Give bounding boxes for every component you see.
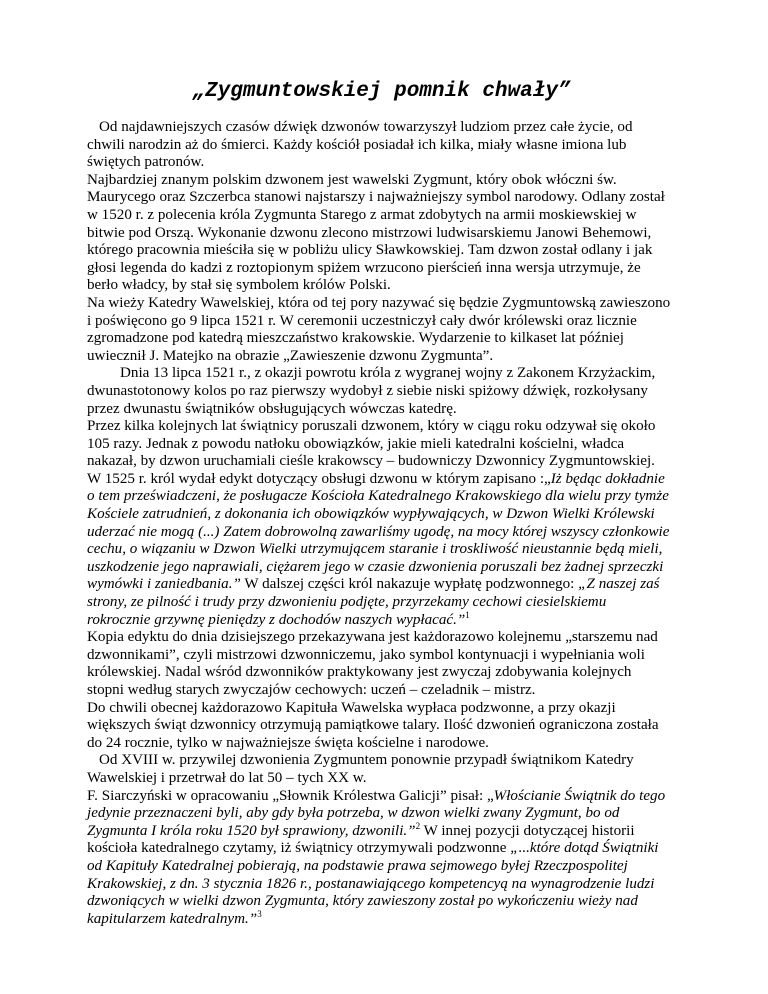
siarczynski-intro: F. Siarczyński w opracowaniu „Słownik Królestwa Galicji” pisał: „ [87,787,494,804]
paragraph-intro: Od najdawniejszych czasów dźwięk dzwonów towarzyszył ludziom przez całe życie, od chwili narodzin aż do śmierci. Każdy kościół posiadał ich kilka, miały własne imiona lub świętych patronów. [87,119,633,171]
paragraph-first-ringing: Dnia 13 lipca 1521 r., z okazji powrotu króla z wygranej wojny z Zakonem Krzyżackim, dwunastotonowy kolos po raz pierwszy wydobył z siebie niski spiżowy dźwięk, rozkołysany przez dwunastu świątników obsługujących wówczas katedrę. [87,365,656,417]
siarczynski-quote: Włościanie Świątnik do tego jedynie przeznaczeni byli, aby gdy była potrzeba, w dzwon wielki zwany Zygmunt, bo od Zygmunta I króla roku 1520 był sprawiony, dzwonili.” [87,787,666,839]
history-quote: „...które dotąd Świątniki od Kapituły Katedralnej pobierają, na podstawie prawa sejmowego byłej Rzeczpospolitej Krakowskiej, z dn. 3 stycznia 1826 r., postanawiającego kompetencyą na wynagrodzenie ludzi dzwoniących w wielki dzwon Zygmunta, który zawieszony został po wykończeniu wieży nad kapitularzem katedralnym.” [87,840,659,927]
footnote-ref-3[interactable]: 3 [257,908,262,919]
footnote-ref-2[interactable]: 2 [415,820,421,831]
edict-payment-quote: „Z naszej zaś strony, ze pilność i trudy przy dzwonieniu podjęte, przyrzekamy cechowi ciesielskiemu rokrocznie grzywnę pieniędzy z dochodów naszych wypłacać.” [87,576,660,628]
edict-continuation: W dalszej części król nakazuje wypłatę podzwonnego: [240,576,579,593]
footnote-ref-1[interactable]: 1 [465,609,470,620]
document-body [87,119,672,928]
paragraph-edict [87,471,672,629]
paragraph-zygmunt-bell: Najbardziej znanym polskim dzwonem jest wawelski Zygmunt, który obok włóczni św. Maurycego oraz Szczerbca stanowi najstarszy i najważniejszy symbol narodowy. Odlany został w 1520 r. z polecenia króla Zygmunta Starego z armat zdobytych na armii moskiewskiej w bitwie pod Orszą. Wykonanie dzwonu zlecono mistrzowi ludwisarskiemu Janowi Behemowi, którego pracownia mieściła się w pobliżu ulicy Sławkowskiej. Tam dzwon został odlany i jak głosi legenda do kadzi z roztopionym spiżem wrzucono pierścień inna wersja utrzymuje, że berło władcy, by stał się symbolem królów Polski. [87,171,665,294]
paragraph-privilege: Od XVIII w. przywilej dzwonienia Zygmuntem ponownie przypadł świątnikom Katedry Wawelskiej i przetrwał do lat 50 – tych XX w. [87,752,634,786]
paragraph-bell-ringers: Przez kilka kolejnych lat świątnicy poruszali dzwonem, który w ciągu roku odzywał się około 105 razy. Jednak z powodu natłoku obowiązków, jakie mieli katedralni kościelni, władca nakazał, by dzwon uruchamiali cieśle krakowscy – budowniczy Dzwonnicy Zygmuntowskiej. [87,418,656,470]
paragraph-siarczynski [87,788,672,929]
edict-intro: W 1525 r. król wydał edykt dotyczący obsługi dzwonu w którym zapisano :„ [87,470,551,487]
paragraph-edict-copy: Kopia edyktu do dnia dzisiejszego przekazywana jest każdorazowo kolejnemu „starszemu nad dzwonnikami”, czyli mistrzowi dzwonniczemu, jako symbol kontynuacji i wypełniania woli królewskiej. Nadal wśród dzwonników praktykowany jest zwyczaj zdobywania kolejnych stopni według starych zwyczajów cechowych: uczeń – czeladnik – mistrz. [87,629,658,698]
paragraph-tower: Na wieży Katedry Wawelskiej, która od tej pory nazywać się będzie Zygmuntowską zawieszono i poświęcono go 9 lipca 1521 r. W ceremonii uczestniczył cały dwór królewski oraz licznie zgromadzone pod katedrą mieszczaństwo krakowskie. Wydarzenie to kilkaset lat później uwiecznił J. Matejko na obrazie „Zawieszenie dzwonu Zygmunta”. [87,294,671,364]
paragraph-chapter-payment: Do chwili obecnej każdorazowo Kapituła Wawelska wypłaca podzwonne, a przy okazji większych świąt dzwonnicy otrzymują pamiątkowe talary. Ilość dzwonień ograniczona została do 24 rocznie, tylko w najważniejsze święta kościelne i narodowe. [87,699,659,751]
document-title: „Zygmuntowskiej pomnik chwały” [192,80,571,103]
edict-quote: Iż będąc dokładnie o tem przeświadczeni, że posługacze Kościoła Katedralnego Krakowskiego dla wielu przy tymże Kościele zatrudnień, z dokonania ich obowiązków wypływających, w Dzwon Wielki Królewski uderzać nie mogą (...) Zatem dobrowolną zawarliśmy ugodę, na mocy której wszyscy członkowie cechu, o wiązaniu w Dzwon Wielki utrzymującem staranie i troskliwość nieustannie będą mieli, uszkodzenie jego naprawiali, ciężarem jego w czasie dzwonienia poruszali bez żadnej sprzeczki wymówki i zaniedbania.” [87,470,670,593]
history-continuation: W innej pozycji dotyczącej historii kościoła katedralnego czytamy, iż świątnicy otrzymywali podzwonne [87,822,635,857]
